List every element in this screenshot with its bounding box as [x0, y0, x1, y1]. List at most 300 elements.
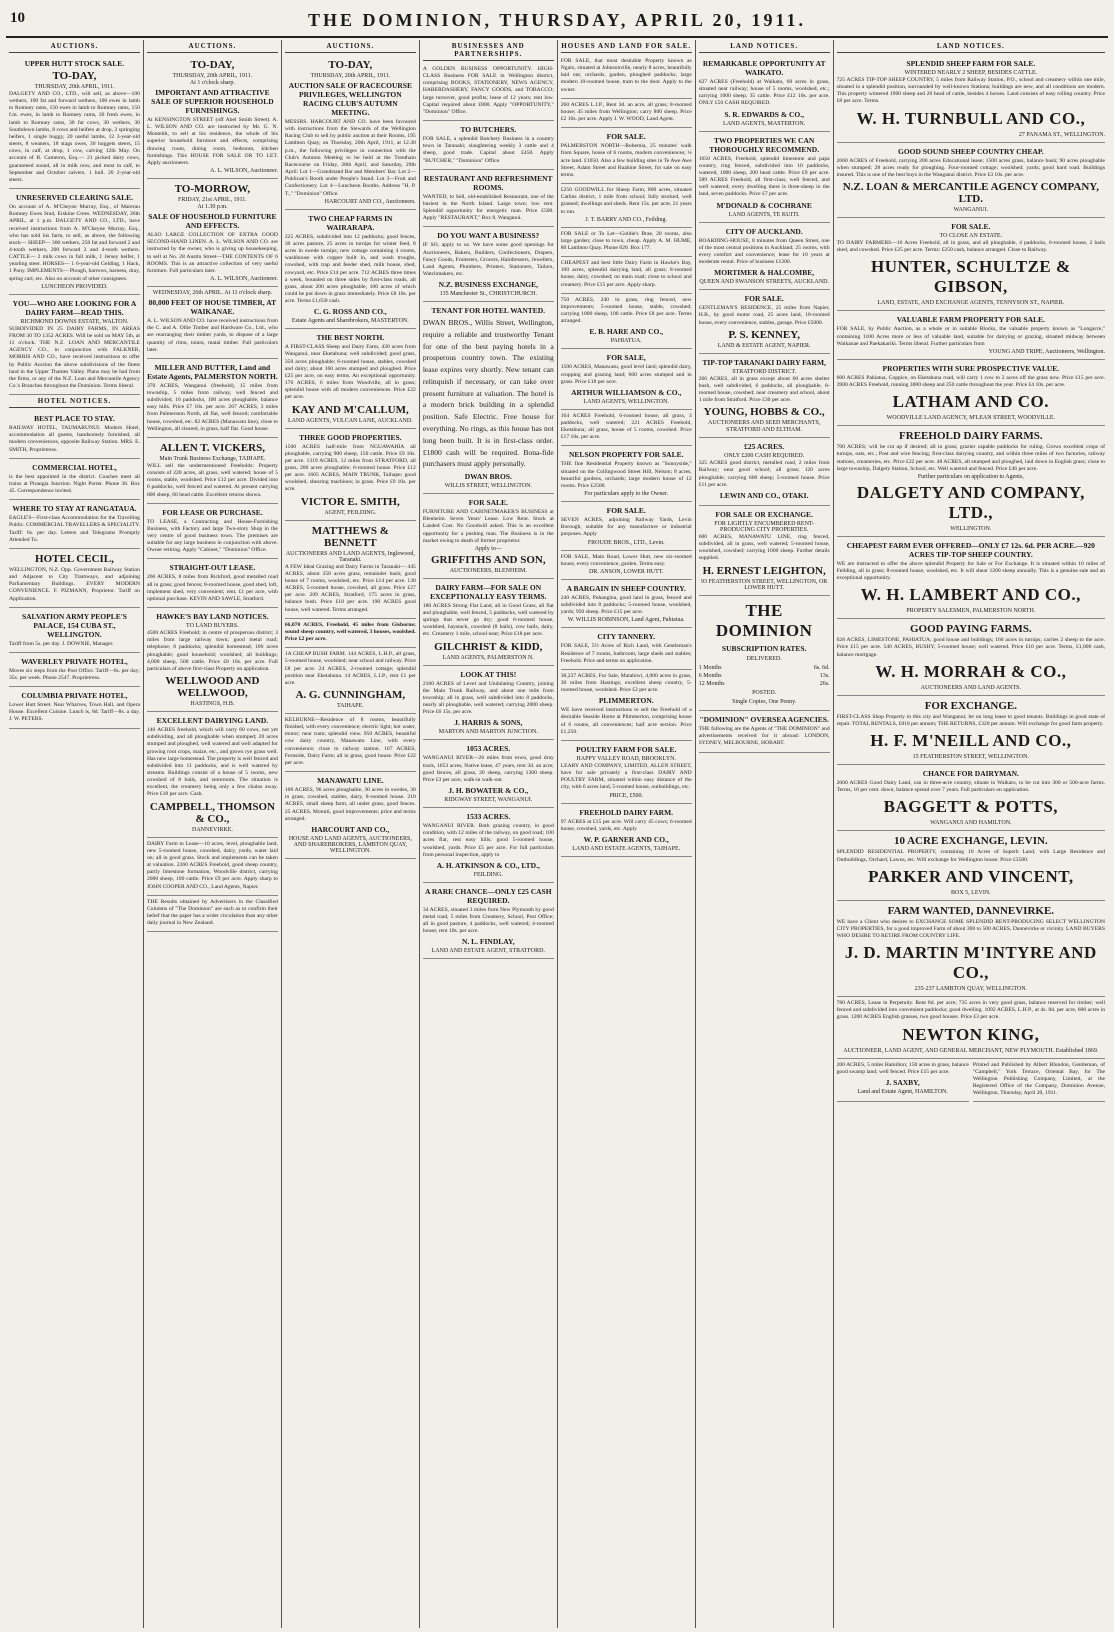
ad-body: 260 ACRES L.I.P., Rent 3d. an acre, all grass; 8-roomed house; 45 miles from Wellington; carry 800 sheep. Price £2 10s. per acre. Apply J. W. WOOD, Land Agent.	[560, 101, 692, 123]
ad-firm: M'DONALD & COCHRANE	[716, 200, 812, 210]
ad-firm: ARTHUR WILLIAMSON & CO.,	[571, 387, 682, 397]
ad-date: WEDNESDAY, 26th APRIL. At 11 o'clock sharp.	[152, 290, 273, 297]
ad-town: WELLINGTON.	[950, 525, 992, 532]
ad-luncheon: LUNCHEON PROVIDED.	[41, 283, 108, 290]
section-heading: BUSINESSES AND PARTNERSHIPS.	[423, 40, 554, 61]
ad-heading: GOOD SOUND SHEEP COUNTRY CHEAP.	[897, 146, 1044, 156]
ad-subheading: LAND AGENTS, TE KUITI.	[728, 211, 800, 218]
ad-body: 2160 ACRES of Level and Undulating Country, joining the Main Trunk Railway, and about one mile from township; all in grass, well subdivided into 8 paddocks, nearly all ploughable, well watered; carrying 2000 sheep. Price £6 15s. per acre.	[422, 680, 554, 716]
ad-body: 1A CHEAP BUSH FARM. 144 ACRES, L.H.P., all grass, 5-roomed house, woolshed; near school and railway. Price £8 per acre. 24 ACRES, 2-roomed cottage; splendid position near Eketahuna. 14 ACRES, L.I.P., rent £1 per acre.	[284, 651, 416, 686]
ad-hotel	[9, 410, 140, 459]
ad-town: DANNEVIRKE.	[191, 826, 233, 833]
ad-subheading: LAND AGENTS, WELLINGTON.	[583, 398, 669, 405]
ad-body: 750 ACRES, 240 in grass, ring fenced, new improvements; 5-roomed house, stable, cowshed; carrying 1000 sheep, 100 cattle. Price £8 per acre. Terms arranged.	[560, 296, 692, 325]
ad-subheading: AUCTIONEER, LAND AGENT, AND GENERAL MERCHANT, NEW PLYMOUTH. Established 1869.	[843, 1047, 1099, 1054]
ad-for-exchange	[837, 696, 1105, 765]
column-3	[282, 40, 420, 1628]
ad-address: 235-237 LAMBTON QUAY, WELLINGTON.	[914, 986, 1028, 993]
ad-furniture-business	[423, 494, 554, 579]
ad-newton-king	[837, 997, 1105, 1058]
ad-address: 27 PANAMA ST., WELLINGTON.	[1018, 131, 1106, 138]
ad-heading: FOR SALE.	[951, 222, 991, 232]
ad-heading: POULTRY FARM FOR SALE.	[576, 744, 677, 754]
ad-260-acres	[561, 99, 692, 128]
ad-prospective-value	[837, 360, 1105, 426]
ad-body: 164 ACRES Freehold, 6-roomed house, all grass, 3 paddocks, well watered; 221 ACRES Freehold, Eketahuna; all grass, house of 5 rooms, cowshed. Price £17 10s. per acre.	[560, 412, 692, 441]
ad-heading: ALLEN T. VICKERS,	[159, 441, 265, 454]
ad-subheading: FEILDING.	[473, 871, 503, 878]
ad-325-acres	[699, 438, 830, 506]
ad-results-notice	[147, 896, 278, 933]
ad-heading: HOTEL CECIL,	[35, 552, 114, 565]
ad-subheading: TAIHAPE.	[337, 702, 364, 709]
ad-body: 266 ACRES, all in grass except about 60 acres shelter bush, well subdivided, 6 paddocks, all ploughable, 8-roomed house, cowshed; near creamery and school, about 1 mile from Stratford. Price £30 per acre.	[698, 375, 830, 404]
ad-heading: TWO CHEAP FARMS IN WAIRARAPA.	[308, 213, 393, 232]
ad-firm: N.Z. LOAN & MERCANTILE AGENCY COMPANY, LTD.	[842, 181, 1099, 206]
ad-heading: UPPER HUTT STOCK SALE.	[24, 59, 125, 68]
ad-body: WELLINGTON, N.Z. Opp. Government Railway Station and Adjacent to City Tramways, and adjoining Parliamentary Buildings. EVERY MODERN CONVENIENCE. F. PIZMANN, Proprietor. Tariff on Application.	[9, 566, 140, 602]
ad-body: DAIRY Farm to Lease—10 acres, level, ploughable land, new 5-roomed house, cowshed, dairy, yards, water laid on; all in good grass. Stock and implements can be taken at valuation. 2360 ACRES Freehold, good sheep country, partly limestone formation, Woodville district, carrying 2000 sheep, 100 cattle. Price £9 per acre. Apply sharp to JOHN COOPER AND CO., Land Agents, Napier.	[146, 840, 278, 890]
ad-hotel	[9, 653, 140, 687]
ad-heading: FOR SALE,	[606, 353, 646, 363]
ad-firm: H. ERNEST LEIGHTON,	[702, 564, 826, 577]
ad-body: 700 ACRES; will be cut up if desired; all in grass; grazier capable paddocks for ruling. Grows excellent crops of turnips, oats, etc.; Post and wire fencing; first-class dairying country, and within three miles of two factories, railway stations, creameries, etc. Price £22 per acre. 48 ACRES, all stumped and ploughed, laid down in English grass; close to large township, Dalgety Station, School, etc. Well watered and fenced. Price £46 per acre.	[836, 444, 1106, 472]
section-heading: HOTEL NOTICES.	[9, 395, 140, 408]
ad-body: GENTLEMAN'S RESIDENCE, 25 miles from Napier, H.B., by good motor road, 25 acres land, 10-roomed house, every convenience, stables, garage. Price £5000.	[698, 305, 830, 326]
ad-firm: W. P. GARNER AND CO.,	[583, 834, 669, 844]
ad-heading: FARM WANTED, DANNEVIRKE.	[887, 904, 1055, 917]
ad-wairarapa-farms	[285, 210, 416, 330]
ad-firm: A. H. ATKINSON & CO., LTD.,	[436, 860, 540, 870]
ad-address: WILLIS STREET, WELLINGTON.	[444, 483, 532, 490]
ad-heading: LOOK AT THIS!	[460, 669, 517, 679]
ad-two-properties	[699, 132, 830, 223]
ad-subheading: MARTON AND MARTON JUNCTION.	[438, 729, 538, 736]
ad-firm: YOUNG AND TRIPE, Auctioneers, Wellington.	[988, 348, 1106, 355]
ad-golden-business	[423, 63, 554, 121]
ad-signature: For particulars apply to the Owner.	[584, 491, 669, 498]
rate-row	[699, 680, 830, 688]
ad-body: 370 ACRES, Wanganui (freehold), 15 miles from township, 5 miles from railway, well fenced and subdivided, 16 paddocks, 100 acres ploughable, balance easy hills. Price £7 10s. per acre. 267 ACRES, 3 miles from Palmerston North, all flat, well fenced; comfortable house, cowshed, etc. 82 ACRES (Manawatu line), close to Wellington, all cleared, in grass, half flat. Good house.	[146, 382, 278, 432]
ad-three-properties	[285, 429, 416, 521]
ad-chance-dairyman	[837, 765, 1105, 831]
ad-firm: N. L. FINDLAY,	[461, 937, 515, 947]
ad-subheading: HOUSE AND LAND AGENTS, AUCTIONEERS, AND SHAREBROKERS, LAMBTON QUAY, WELLINGTON.	[288, 835, 412, 854]
ad-heading: TENANT FOR HOTEL WANTED.	[431, 306, 546, 316]
rate-price: 13s.	[819, 672, 830, 679]
ad-signature: Further particulars on application to Agents,	[917, 473, 1024, 480]
ad-poultry-farm	[561, 741, 692, 804]
oversea-agencies	[699, 711, 830, 752]
ad-subheading: LAND AGENTS, PALMERSTON N.	[442, 654, 534, 661]
ad-body: 325 ACRES good district, metalled road, 2 miles from Railway; near good school; all grass; 120 acres ploughable; carrying 600 sheep; 5-roomed house. Price £11 per acre.	[698, 460, 830, 488]
ad-body: FOR SALE, Main Road, Lower Hutt, new six-roomed house, every convenience, garden. Terms easy.	[560, 553, 692, 567]
ad-heading: DAIRY FARM—FOR SALE ON EXCEPTIONALLY EASY TERMS.	[430, 582, 547, 601]
ad-restaurant	[423, 170, 554, 228]
ad-house-timber	[147, 287, 278, 359]
ad-body: 100 ACRES, 96 acres ploughable, 30 acres in swedes, 30 in grass, cowshed, stables, dairy, 8-roomed house. 210 ACRES, small sheep farm, all under grass, good fences. 25 ACRES, Motuiti, good improvements; price and terms arranged.	[284, 787, 416, 822]
ad-heading: A BARGAIN IN SHEEP COUNTRY.	[566, 583, 686, 593]
ad-address: 93 FEATHERSTON STREET, WELLINGTON, OR LOWER HUTT.	[701, 578, 828, 591]
ad-butchers	[423, 121, 554, 170]
ad-firm: A. G. CUNNINGHAM,	[295, 688, 406, 701]
ad-subheading: LAND AND ESTATE AGENT, STRATFORD.	[431, 948, 545, 955]
ad-freehold-dairy-farms	[837, 426, 1105, 537]
ad-heading: CITY OF AUCKLAND.	[725, 226, 803, 236]
ad-heading: A RARE CHANCE—ONLY £25 CASH REQUIRED.	[425, 886, 552, 905]
ad-body: FOR SALE, a splendid Butchery Business in a country town in Taranaki; slaughtering weekly 3 cattle and 4 sheep, good trade. Capital about £450. Apply "BUTCHER," "Dominion" Office.	[422, 136, 554, 164]
ad-firm: PARKER AND VINCENT,	[868, 866, 1074, 886]
ad-firm: NEWTON KING,	[902, 1024, 1040, 1044]
ad-body: Moves six steps from the Post Office. Tariff—6s. per day; 35s. per week. Phone 2547. Proprietress.	[9, 667, 140, 681]
rate-row	[699, 672, 830, 680]
ad-subheading: PROPERTY SALESMEN, PALMERSTON NORTH.	[906, 608, 1036, 615]
ad-sale-or-exchange	[699, 506, 830, 596]
rate-term: 6 Months	[698, 672, 722, 679]
ad-manawatu-line	[285, 772, 416, 859]
footer-row	[837, 1059, 1105, 1103]
ad-today: TO-DAY,	[52, 70, 97, 82]
ad-sound-sheep-country	[837, 143, 1105, 218]
ad-subheading: AUCTIONEERS AND SEED MERCHANTS,	[707, 420, 821, 427]
ad-time: At 1 o'clock sharp.	[189, 80, 235, 86]
section-heading: LAND NOTICES.	[699, 40, 830, 53]
ad-body: FURNITURE AND CABINETMAKER'S BUSINESS at Blenheim. Seven Years' Lease. Low Rent. Stock at Landed Cost. No Goodwill asked. This is an excellent opportunity for a pushing man. The Business is in the market owing to death of former proprietor.	[422, 509, 554, 544]
ad-look-at-this	[423, 666, 554, 741]
subscription-box	[699, 596, 830, 712]
ad-subheading: RIDGWAY STREET, WANGANUI.	[444, 797, 533, 804]
ad-heading: 1053 ACRES.	[466, 744, 511, 754]
ad-subheading: SALE OF HOUSEHOLD FURNITURE AND EFFECTS.	[148, 212, 277, 231]
ad-body: LEARY AND COMPANY, LIMITED, ALLEN STREET, have for sale privately a first-class DAIRY AND POULTRY FARM, situated within easy distance of the city, with 6 acres land, 5-roomed house, outbuildings, etc.	[560, 762, 692, 791]
ad-subheading: TO CLOSE AN ESTATE.	[939, 233, 1003, 240]
ad-body: PALMERSTON NORTH—Rohemia, 25 minutes' walk from Square, house of 6 rooms, modern conveniences; ¼ acre land. £1050. Also a few building sites in Te Awe Awe Street, Adam Street and Ruahine Street, for sale on easy terms.	[560, 143, 692, 178]
ad-racecourse-privileges	[285, 55, 416, 210]
ad-firm: DALGETY AND COMPANY, LTD.,	[856, 482, 1085, 522]
ad-heading: 80,000 FEET OF HOUSE TIMBER, AT WAIKANAE.	[148, 298, 277, 317]
ad-firm: J. SAXBY,	[885, 1077, 920, 1087]
ad-hotel	[9, 500, 140, 549]
ad-body: TO DAIRY FARMERS—16 Acres Freehold, all in grass, and all ploughable, 4 paddocks, 6-roomed house, 2 bails shed, and cowshed. Price £25 per acre. Terms: £250 cash, balance arranged. Close to Railway.	[836, 240, 1106, 254]
ad-heading: FOR SALE OR EXCHANGE.	[715, 509, 813, 519]
ad-firm: H. F. M'NEILL AND CO.,	[870, 731, 1072, 751]
column-1	[6, 40, 144, 1628]
ad-signature: A. L. WILSON, Auctioneer.	[210, 168, 278, 175]
ad-heading: TWO PROPERTIES WE CAN THOROUGHLY RECOMMEND.	[709, 135, 820, 154]
ad-firm: VICTOR E. SMITH,	[300, 495, 400, 508]
columns	[6, 40, 1108, 1628]
ad-body: FOR SALE, by Public Auction, as a whole or in suitable Blocks, the valuable property known as "Longacre," containing 1100 Acres more or less of valuable land, suitable for dairying or grazing, situated midway between Waikanae and Paekakariki. Terms liberal. Further particulars from	[836, 326, 1106, 347]
ad-goodwill	[561, 184, 692, 228]
ad-valuable-farm	[837, 311, 1105, 359]
ad-subheading: Estate Agents and Sharebrokers, MASTERTON.	[291, 318, 409, 325]
ad-firm: W. H. TURNBULL AND CO.,	[856, 108, 1086, 128]
ad-firm: E. B. HARE AND CO.,	[589, 327, 664, 337]
ad-body: 97 ACRES at £15 per acre. Will carry 45 cows; 6-roomed house, cowshed, yards, etc. Apply	[560, 818, 692, 832]
ad-body: DWAN BROS., Willis Street, Wellington, require a reliable and trustworthy Tenant for one of the best paying hotels in a prosperous country town. The existing lease expires very shortly. New tenant can relinquish if necessary, or can take over present furniture at valuation. The hotel is a modern brick building in a splendid position. Safe Electric. Free house for everything. No rings, as this house has not long been built. It is in first-class order. £1800 cash will be required. Bona-fide purchasers must apply personally.	[422, 318, 554, 469]
ad-good-paying-farms	[837, 619, 1105, 695]
ad-heading: YOU—WHO ARE LOOKING FOR A DAIRY FARM—READ THIS.	[12, 298, 137, 317]
ad-heading: SPLENDID SHEEP FARM FOR SALE.	[906, 59, 1036, 68]
ad-subheading: Land and Estate Agent, HAMILTON.	[857, 1088, 948, 1095]
ad-body: A. L. WILSON AND CO. have received instructions from the C. and A. Ollie Timber and Hardware Co., Ltd., who are rearranging their timber yards, to dispose of a large quantity of rimu, totara, matai timber. Full particulars later.	[146, 318, 278, 353]
ad-body: 200 ACRES, 5 miles Hamilton; 150 acres in grass, balance good swamp land; well fenced. Price £15 per acre.	[836, 1061, 969, 1075]
ad-town: HASTINGS, H.B.	[190, 701, 235, 708]
ad-apply: Apply to—	[474, 545, 502, 552]
ad-heading: COLUMBIA PRIVATE HOTEL,	[21, 691, 128, 701]
ad-body: Tariff from 5s. per day. J. DOWNIE, Manager.	[9, 640, 114, 647]
ad-firm: MORTIMER & HALCOMBE,	[714, 268, 815, 278]
ad-date: THURSDAY, 20th APRIL, 1911.	[172, 73, 253, 79]
ad-body: FOR SALE, 5½ Acres of Rich Land, with Gentleman's Residence of 7 rooms, bathroom, large sheds and stables; Freehold. Price and terms on application.	[560, 643, 692, 664]
ad-body: At KENSINGTON STREET (off Abel Smith Street). A. L. WILSON AND CO. are instructed by Mr. G. N. Monteith, to sell at his residence, the whole of his superior household furniture and effects, comprising drawing room, dining room, bedroom, kitchen furnishings. This HOUSE FOR SALE OR TO LET. Apply auctioneers.	[146, 117, 278, 166]
ad-hotel	[9, 459, 140, 500]
ad-heading: MILLER AND BUTTER, Land and Estate Agents, PALMERSTON NORTH.	[147, 362, 278, 381]
ad-body: 1500 ACRES, Manawatu, good level land; splendid dairy, cropping and grazing land; 600 acres stumped and in grass. Price £18 per acre.	[560, 364, 692, 385]
ad-heading: BEST PLACE TO STAY.	[34, 414, 115, 424]
ad-nelson-property	[561, 446, 692, 502]
ad-heading: FOR SALE.	[606, 132, 646, 142]
ad-body: 600 ACRES Pahiatua, Coppice, on Eketahuna road, will carry 1 cow to 2 acres off the grass now. Price £15 per acre. 3900 ACRES Freehold, running 3000 sheep and 250 cattle throughout the year. Price £4 10s. per acre.	[836, 374, 1106, 389]
ad-body: 38,237 ACRES, For Sale, Matahiwi, 4,000 acres in grass, 30 miles from Hastings; excellent sheep country, 5-roomed house, woolshed. Price £2 per acre.	[560, 672, 692, 694]
ad-cheap-bush-farm	[285, 648, 416, 714]
column-2	[144, 40, 282, 1628]
ad-signature: A. L. WILSON, Auctioneer.	[210, 276, 278, 283]
ad-body: Lower Hutt Street. Near Wharves, Town Hall, and Opera House. Excellent Cuisine. Lunch is, 8d. Tariff—8s. a day. J. W. PETERS.	[9, 702, 140, 723]
ad-time: At 1.30 p.m.	[197, 204, 228, 211]
section-heading: AUCTIONS.	[9, 40, 140, 53]
ad-body: 225 ACRES, subdivided into 12 paddocks; good fences, 30 acres pasture, 25 acres in turnips for winter feed, 8 acres in swede turnips; new cottage containing 4 rooms, washhouse with copper built in, and wash troughs, cowshed, with trap and feeder shed, milk house, shed, cowyard, etc. Price £14 per acre. 712 ACRES three times a week, bounded on three sides by first-class roads, all grass, about 200 acres ploughable, 100 acres of which could be put down in grass immediately. Price £8 10s. per acre. Terms £1,650 cash.	[284, 233, 416, 305]
ad-price: PRICE, £500.	[609, 792, 643, 799]
ad-body: 627 ACRES (Freehold) at Waikato, 60 acres in grass, situated near railway; house of 5 rooms, woolshed, etc.; carrying 1000 sheep, 35 cattle. Price £12 10s. per acre. ONLY £50 CASH REQUIRED.	[698, 79, 830, 107]
ad-heading: CHANCE FOR DAIRYMAN.	[922, 769, 1019, 779]
ad-firm: GRIFFITHS AND SON,	[430, 553, 546, 566]
ad-subheading: ONLY £200 CASH REQUIRED.	[724, 453, 805, 460]
ad-best-north	[285, 329, 416, 428]
ad-hawkes-bay-dairy	[561, 257, 692, 294]
ad-city-of-auckland	[699, 223, 830, 291]
ad-wanganui-river	[423, 740, 554, 808]
ad-freehold-dairy	[561, 804, 692, 857]
ad-body: TO LEASE, a Contracting and House-Furnishing Business, with Factory and large Two-story Shop in the very centre of good business town. The premises are suitable for any large business in conjunction with above. Owner retiring. Apply "Cabinet," "Dominion" Office.	[146, 518, 278, 554]
ad-body: 2060 ACRES of Freehold, carrying 200 acres Educational lease; 1500 acres grass, balance bush; 90 acres ploughable when stumped; 28 acres ready for ploughing. Four-roomed cottage; woolshed; yards; good hard road. Buildings insured. This is one of the best buys in the Wanganui district. Price £3 10s. per acre.	[836, 157, 1106, 178]
ad-body: 725 ACRES TIP-TOP SHEEP COUNTRY, 5 miles from Railway Station, P.O., school and creamery within one mile, situated in a splendid position, surrounded by well-known Stations; buildings are new, and all conditions are modern. This property wintered 1900 sheep and 20 head of cattle, besides 4 horses. Land consists of easy rolling country. Price £8 per acre. Terms.	[836, 77, 1106, 105]
rates-delivered-label: DELIVERED.	[746, 655, 782, 662]
rate-row	[699, 664, 830, 672]
section-heading: HOUSES AND LAND FOR SALE.	[561, 40, 692, 53]
ad-subheading: AUCTIONEERS, BLENHEIM.	[449, 567, 527, 574]
ad-straight-lease	[147, 559, 278, 608]
section-heading: AUCTIONS.	[285, 40, 416, 53]
ad-firm: YOUNG, HOBBS & CO.,	[703, 406, 825, 419]
ad-richmond-downs	[9, 295, 140, 395]
ad-body: 1500 ACRES half-mile from NGUAWAHIA all ploughable, carrying 900 sheep, 150 cattle. Price £9 10s. per acre. 1319 ACRES, 12 miles from STRATFORD, all grass, 200 acres ploughable; 6-roomed house. Price £12 per acre. 1605 ACRES, MAIN TRUNK, Taihape; good woolshed, shearing machines; in grass. Price £9 10s. per acre.	[284, 443, 416, 493]
ad-body: EAGLE'S—First-class Accommodation for the Travelling Public. COMMERCIAL TRAVELLERS & SPECIALITY. Tariff: 6s. per day. Letters and Telegrams Promptly Attended To.	[9, 515, 140, 543]
ad-heading: TO-MORROW,	[174, 183, 251, 196]
ad-heading: TIP-TOP TARANAKI DAIRY FARM,	[702, 357, 826, 367]
rates-table	[699, 655, 830, 707]
ad-firm: FROUDE BROS., LTD., Levin.	[587, 539, 665, 546]
ad-subheading: WOODVILLE LAND AGENCY, M'LEAN STREET, WOODVILLE.	[886, 415, 1056, 422]
ad-ngaio	[561, 55, 692, 99]
ad-heading: VALUABLE FARM PROPERTY FOR SALE.	[896, 315, 1045, 325]
ad-heading: FOR SALE.	[744, 294, 784, 304]
ad-firm: CAMPBELL, THOMSON & CO.,	[149, 800, 275, 825]
ad-firm: P. S. KENNEY,	[728, 328, 800, 341]
ad-body: 600 ACRES, MANAWATU LINE, ring fenced, subdivided, all in grass, well watered; 5-roomed house, woolshed, cowshed; carrying 1000 sheep. Further details supplied.	[698, 533, 830, 562]
ad-body: 34 ACRES, situated 3 miles from New Plymouth by good metal road, 5 miles from Creamery, School, Post Office; all in good pasture, 4 paddocks, well watered; 4-roomed house; rent 10s. per acre.	[422, 906, 554, 935]
ad-heading: COMMERCIAL HOTEL,	[32, 462, 117, 472]
ad-body: A FEW Ideal Grazing and Dairy Farms in Taranaki— 445 ACRES, about 350 acres grass, remainder bush; good house of 7 rooms, woolshed, etc. Price £14 per acre. 130 ACRES, 5-roomed house, cowshed, all grass. Price £27 per acre. 209 ACRES, Stratford, 175 acres in grass, balance bush. Price £18 per acre. 190 ACRES good house, well watered. Terms arranged.	[284, 563, 416, 613]
ad-heading: EXCELLENT DAIRYING LAND.	[156, 716, 269, 726]
ad-subheading: Main Trunk Business Exchange, TAIHAPE.	[159, 455, 266, 462]
ad-farm-wanted	[837, 901, 1105, 997]
ad-city-tannery	[561, 628, 692, 669]
ad-dairying-land	[147, 712, 278, 838]
ad-heading: 1533 ACRES.	[466, 812, 511, 822]
section-heading: AUCTIONS.	[147, 40, 278, 53]
ad-body: WILL sell the undermentioned Freeholds: Property consists of 220 acres, all grass, well watered; house of 5 rooms, stable, woolshed. Price £12 per acre. Divided into 6 paddocks, well fenced and watered. At present carrying 800 sheep, 60 head cattle. Excellent returns shown.	[146, 462, 278, 498]
ad-matthews-bennett	[285, 521, 416, 619]
ad-firm: WELLWOOD AND WELLWOOD,	[165, 675, 260, 700]
ad-firm: DR. ANSON, LOWER HUTT.	[588, 568, 664, 575]
ad-body: On account of A. M'Cheyne Murray, Esq., of Marerau Romney Ewes Stud, Erskine Crees. WEDNESDAY, 26th APRIL, at 1 p.m. DALGETY AND CO., LTD., have received instructions from A. M'Cheyne Murray, Esq., who has sold his farm, to sell, as above, the following stock— SHEEP— 300 wethers, 250 fat and forward 2 and 4-tooth wethers, 200 forward 2 and 4-tooth wethers. CATTLE— 2 milk cows in full milk, 1 Jersey heifer, 1 yearling steer. HORSES— 1 6-year-old Gelding, 1 Hack, 1 Pony. IMPLEMENTS— Plough, harrows, harness, dray, spring cart, etc. Also on account of other consignees.	[9, 204, 140, 282]
ad-subheading: BOX 5, LEVIN.	[950, 889, 991, 896]
column-5	[558, 40, 696, 1628]
ad-heading: MATTHEWS & BENNETT	[311, 524, 389, 549]
ad-body: FIRST-CLASS Shop Property in this city and Wanganui; let on long lease to good tenants. Buildings in good state of repair. TOTAL RENTALS, £810 per annum; THE RETURNS, £320 per annum. Will exchange for good farm property.	[836, 713, 1106, 727]
ad-heading: 10 ACRE EXCHANGE, LEVIN.	[893, 835, 1048, 848]
ad-firm: GILCHRIST & KIDD,	[434, 640, 543, 653]
ad-subheading: PAHIATUA.	[610, 338, 642, 345]
ad-body: £250 GOODWILL for Sheep Farm, 800 acres, situated Catlins district, 1 mile from school; fully stocked, well grassed; dwellings and sheds. Rent 15s. per acre, 21 years to run.	[560, 187, 692, 215]
ad-heading: IMPORTANT AND ATTRACTIVE SALE OF SUPERIOR HOUSEHOLD FURNISHINGS.	[151, 88, 274, 115]
ad-heading: UNRESERVED CLEARING SALE.	[15, 193, 133, 203]
ad-body: WANGANUI RIVER—26 miles from town, good dray track, 1053 acres, Native lease, 47 years, rent 3d. an acre; good fences, all grass, 20 sheep, carrying 1300 sheep. Price £3 per acre, walk-in walk-out.	[422, 755, 554, 783]
ad-body: 240 ACRES, Pohangina, good land in grass, fenced and subdivided into 8 paddocks; 5-roomed house, woolshed, yards; 950 sheep. Price £15 per acre.	[560, 594, 692, 616]
ad-firm: LEWIN AND CO., OTAKI.	[719, 490, 809, 500]
ad-body: RAILWAY HOTEL, TAUMARUNUI. Modern Hotel, accommodation all guests, handsomely furnished, all modern conveniences, opposite Railway Station. MRS. E. SMITH, Proprietress.	[9, 425, 140, 453]
ad-subheading: HAPPY VALLEY ROAD, BROOKLYN.	[576, 755, 676, 762]
ad-subheading: LAND AGENTS, VULCAN LANE, AUCKLAND.	[287, 417, 413, 424]
ad-body: 2000 ACRES Good Dairy Land, can in three-acre country, situate in Waikato, to be cut into 300 or 500-acre farms. Terms, 10 per cent. down, balance spread over 7 years. Full particulars on application.	[836, 780, 1106, 794]
ad-levin-exchange	[837, 831, 1105, 900]
ad-subheading: LAND AND ESTATE AGENTS, TAIHAPE.	[572, 845, 681, 852]
ad-subheading: QUEEN AND SWANSON STREETS, AUCKLAND.	[699, 279, 829, 286]
ad-heading: STRAIGHT-OUT LEASE.	[169, 563, 256, 573]
ad-subheading: LAND, ESTATE, AND EXCHANGE AGENTS, TENNYSON ST., NAPIER.	[877, 300, 1065, 307]
ad-body: IF SO, apply to us. We have some good openings for Auctioneers, Bakers, Builders, Confectioners, Drapers, Fancy Goods, Fruiterers, Grocers, Hairdressers, Jewellers, Land Agents, Plumbers, Printers, Stationers, Tailors, Watchmakers, etc.	[422, 242, 554, 277]
ad-hawkes-bay	[147, 608, 278, 712]
ad-body: 780 ACRES, Lease in Perpetuity. Rent 8d. per acre; 735 acres in very good grass, balance reserved for timber; well fenced and subdivided into convenient paddocks; good dwelling. 1092 ACRES, L.H.P., at 4s. 8d. per acre, 600 acres in grass. 1200 ACRES English grasses, two good houses. Price £3 per acre.	[836, 1000, 1106, 1021]
column-4	[420, 40, 558, 1628]
ad-firm: J. HARRIS & SONS,	[454, 718, 523, 728]
ad-firm: HUNTER, SCHULTZE & GIBSON,	[870, 257, 1071, 297]
ad-body: FOR SALE, that most desirable Property known as Ngaio, situated at Johnsonville, nearly 8 acres, beautifully laid out, orchards, garden, ploughed paddocks; large modern 10-roomed house, tram to the door. Apply to the owner.	[560, 58, 692, 93]
ad-body: 4500 ACRES Freehold; in centre of prosperous district; 3 miles from large railway town; good metal road; telephone; 8 paddocks; splendid homestead; 100 acres ploughable; good household; woolshed; all buildings; 4,000 sheep, 500 cattle. Price £8 10s. per acre. Full particulars of above first-class Property on application.	[146, 630, 278, 672]
ad-firm: LATHAM AND CO.	[892, 392, 1050, 412]
paper-name: THE DOMINION	[715, 600, 813, 640]
ad-gentlemans-residence	[699, 290, 830, 353]
ad-heading: HAWKE'S BAY LAND NOTICES.	[156, 612, 269, 622]
ad-heading: PROPERTIES WITH SURE PROSPECTIVE VALUE.	[882, 363, 1060, 373]
ad-firm: DWAN BROS.	[464, 472, 512, 482]
ad-body: WE have received instructions to sell the Freehold of a desirable Seaside Home at Plimmerton, comprising house of 6 rooms, all conveniences; half acre section. Price £1,250.	[560, 707, 692, 735]
ad-heading: REMARKABLE OPPORTUNITY AT WAIKATO.	[702, 59, 826, 77]
ad-body: WANTED, to Sell, old-established Restaurant, one of the busiest in the North Island. Large town; low rent. Splendid opportunity for energetic man. Price £500. Apply "RESTAURANT," Box 8, Wanganui.	[422, 193, 554, 222]
ad-body: THE fine Residential Property known as "Sunnyside," situated on the Collingwood Street Hill, Nelson; 8 acres, beautiful gardens, orchards; large modern house of 12 rooms. Price £2500.	[560, 461, 692, 489]
ad-miller-butter	[147, 359, 278, 438]
ad-body: SPLENDID RESIDENTIAL PROPERTY, containing 10 Acres of Superb Land, with Large Residence and Outbuildings, Orchard, Lawns, etc. Will exchange for Wellington house. Price £3500.	[836, 849, 1106, 863]
ad-firm: C. G. ROSS AND CO.,	[313, 307, 387, 317]
section-heading: LAND NOTICES.	[837, 40, 1105, 53]
ad-body: ALSO LARGE COLLECTION OF EXTRA GOOD SECOND-HAND LINEN. A. L. WILSON AND CO. are instructed by the owner, who is giving up housekeeping, to sell at No. 28 Austin Street—THE CONTENTS OF 6 ROOMS. This is an attractive collection of very useful furniture. Full particulars later.	[146, 232, 278, 274]
ad-1500-acres	[561, 349, 692, 409]
ad-business-exchange	[423, 227, 554, 302]
ad-hotel-tenant	[423, 302, 554, 494]
ad-heading: FOR LEASE OR PURCHASE.	[162, 507, 263, 517]
ad-body: WANGANUI RIVER. Both grazing country, in good condition, with 12 miles of the railway, on good road; 100 acres flat, rest easy hills; good 5-roomed house, woolshed, yards. Price £5 per acre. For full particulars from personal inspection, apply to	[422, 823, 554, 858]
ad-subheading: AUCTIONEERS AND LAND AGENTS, Inglewood, Taranaki.	[285, 550, 415, 563]
ad-body: WE have a Client who desires to EXCHANGE SOME SPLENDID RENT-PRODUCING SELECT WELLINGTON CITY PROPERTIES, for a good improved Farm of about 300 to 500 ACRES, Dannevirke or vicinity. LAND BUYERS WHO DESIRE TO RETIRE FROM COUNTRY LIFE.	[836, 918, 1106, 939]
ad-heading: FOR SALE.	[468, 498, 508, 508]
ad-body: THE following are the Agents of "THE DOMINION" and advertisements received for it abroad: LONDON, SYDNEY, MELBOURNE, HOBART.	[698, 726, 830, 747]
ad-heading: THREE GOOD PROPERTIES.	[299, 432, 402, 442]
ad-lease-purchase	[147, 504, 278, 560]
ad-heading: THE BEST NORTH.	[316, 333, 385, 343]
ad-taranaki-dairy	[699, 354, 830, 439]
ad-subheading: WINTERED NEARLY 2 SHEEP, BESIDES CATTLE.	[904, 70, 1038, 76]
ad-heading: SALVATION ARMY PEOPLE'S PALACE, 154 CUBA ST., WELLINGTON.	[21, 611, 127, 639]
ad-heading: GOOD PAYING FARMS.	[909, 623, 1032, 636]
ad-firm: J. T. BARRY AND CO., Feilding.	[585, 216, 667, 223]
page-number: 10	[10, 10, 25, 26]
newspaper-title: THE DOMINION, THURSDAY, APRIL 20, 1911.	[308, 10, 806, 30]
ad-750-acres	[561, 294, 692, 350]
ad-body: A GOLDEN BUSINESS OPPORTUNITY. HIGH-CLASS Business FOR SALE in Wellington district, comprising BOOKS, STATIONERY, NEWS AGENCY, HABERDASHERY, FANCY GOODS, and TOBACCO; large turnover, good profits; lease of 12 years; rent low. Capital required about £800. Apply "OPPORTUNITY," "Dominion" Office.	[422, 66, 554, 115]
ad-kelburne	[285, 714, 416, 772]
ad-body: 140 ACRES freehold, which will carry 60 cows, not yet subdividing, and all ploughable when stumped; 20 acres stumped and ploughed, well watered and well adapted for growing root crops, maize, etc., and grows rye grass well. Has new large homestead. The property is well fenced and subdivided into 11 paddocks, and is well watered by streams. Buildings consist of a house of 5 rooms, new cowshed of 8 bails, and storeroom. The situation is excellent, the creamery being only a few chains away. Price £18 per acre. Cash.	[146, 727, 278, 798]
ad-matahiwi	[561, 670, 692, 741]
ad-firm: W. H. LAMBERT AND CO.,	[860, 585, 1081, 605]
ad-body: CHEAPEST and best little Dairy Farm in Hawke's Bay, 100 acres, splendid dairying land, all grass; 8-roomed house, dairy, cowshed; on main road; close to school and creamery. Price £15 per acre. Apply sharp.	[560, 260, 692, 288]
ad-subheading: FOR LIGHTLY ENCUMBERED RENT-PRODUCING CITY PROPERTIES.	[714, 520, 815, 533]
ad-subheading: AGENT, FEILDING.	[324, 509, 377, 516]
ad-body: A FIRST-CLASS Sheep and Dairy Farm, 430 acres from Wanganui, near Eketahuna; well subdivided; good grass, 350 acres ploughable; 6-roomed house, stables, cowshed and dairy; about 160 acres stumped and ploughed. Price £25 per acre, on easy terms. An exceptional opportunity. 176 ACRES, 6 miles from Woodville, all in grass; splendid house with all modern conveniences. Price £22 per acre.	[284, 344, 416, 401]
ad-firm: BAGGETT & POTTS,	[883, 797, 1059, 817]
ad-heading: CHEAPEST FARM EVER OFFERED—ONLY £7 12s. 6d. PER ACRE.—920 ACRES TIP-TOP SHEEP COUNTRY.	[846, 540, 1095, 559]
rates-posted-label: POSTED.	[752, 689, 777, 696]
ad-seven-acres	[561, 502, 692, 550]
ad-heading: FOR SALE.	[606, 506, 646, 516]
ad-heading: PLIMMERTON.	[598, 696, 654, 706]
ad-heading: WHERE TO STAY AT RANGATAUA.	[12, 504, 137, 514]
ad-body: SEVEN ACRES, adjoining Railway Yards, Levin Borough, suitable for any manufacture or industrial purposes. Apply	[560, 517, 692, 538]
ad-body: 266 ACRES, 8 miles from Rickford, good metalled road all in grass; good fences; 8-roomed house, good shed, loft, implement shed, very convenient; rent, £1 per acre, with optional purchase. KEVIN AND SAWLE, Stratford.	[146, 574, 278, 602]
ad-upper-hutt-stock-sale	[9, 55, 140, 189]
ad-today: TO-DAY,	[190, 59, 235, 71]
ad-body: BOARDING-HOUSE, 8 minutes from Queen Street, one of the most central positions in Auckland; 25 rooms, with every comfort and convenience; lease for 10 years at moderate rental. Price of business £1200.	[698, 237, 830, 266]
column-6	[696, 40, 834, 1628]
ad-heading: TO BUTCHERS.	[460, 125, 517, 135]
ad-subheading: STRATFORD DISTRICT.	[732, 368, 797, 375]
ad-subheading: LAND & ESTATE AGENT, NAPIER.	[717, 342, 811, 349]
ad-heading: WAVERLEY PRIVATE HOTEL,	[21, 656, 128, 666]
ad-body: KELBURNE—Residence of 8 rooms, beautifully finished, with every convenience; electric light; hot water, motor; near tram; splendid view. 950 ACRES, beautiful cow dairy country, Manawatu Line, with every convenience; close to railway station. 167 ACRES, Fernside, Dairy Farm; all in grass, good house. Price £22 per acre.	[284, 716, 416, 766]
ad-firm: KAY AND M'CALLUM,	[291, 403, 409, 416]
ad-body: 180 ACRES Strong Flat Land, all in Good Grass, all flat and ploughable, well fenced, 5 paddocks, well watered by springs that never go dry; good 6-roomed house, woolshed, haystack, cowshed (8 bails), cow bails, dairy, etc. Creamery 1 mile, school near; Price £18 per acre.	[422, 602, 554, 638]
ad-firm: J. H. BOWATER & CO.,	[448, 786, 529, 796]
